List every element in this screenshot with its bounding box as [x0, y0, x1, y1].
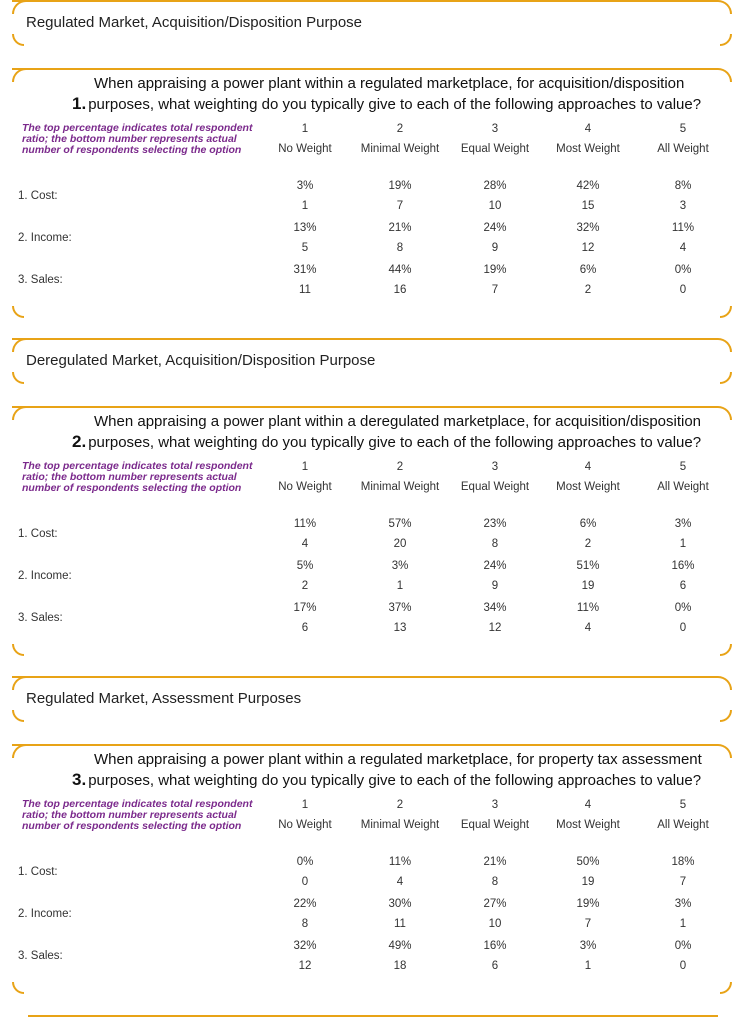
percentage-cell: 5% — [296, 560, 314, 572]
percentage-cell: 11% — [576, 602, 600, 614]
column-label: All Weight — [657, 819, 709, 831]
count-cell: 12 — [298, 960, 312, 972]
count-cell: 8 — [491, 876, 499, 888]
count-cell: 1 — [396, 580, 404, 592]
column-number: 5 — [679, 461, 687, 473]
column-header — [633, 799, 733, 831]
column-label: Most Weight — [556, 819, 620, 831]
percentage-cell: 28% — [483, 180, 507, 192]
legend-note: The top percentage indicates total respondent ratio; the bottom number represents actual number of respondents selecting the option — [22, 460, 253, 494]
percentage-cell: 16% — [671, 560, 695, 572]
column-header — [255, 461, 355, 493]
count-cell: 4 — [584, 622, 592, 634]
count-cell: 8 — [301, 918, 309, 930]
percentage-cell: 16% — [483, 940, 507, 952]
percentage-cell: 21% — [388, 222, 412, 234]
column-header — [255, 123, 355, 155]
percentage-cell: 0% — [674, 602, 692, 614]
section-title-frame — [12, 338, 732, 384]
section-title-frame — [12, 676, 732, 722]
column-label: Equal Weight — [460, 481, 530, 493]
percentage-cell: 37% — [388, 602, 412, 614]
count-cell: 1 — [679, 538, 687, 550]
percentage-cell: 0% — [296, 856, 314, 868]
count-cell: 20 — [393, 538, 407, 550]
column-number: 1 — [301, 123, 309, 135]
frame-corner-bottom-right — [720, 982, 732, 994]
section-title: Regulated Market, Acquisition/Disposition Purpose — [26, 14, 363, 31]
question-text — [32, 750, 722, 791]
question-line-2-text: purposes, what weighting do you typically give to each of the following approaches to value? — [88, 434, 702, 451]
frame-corner-bottom-left — [12, 710, 24, 722]
percentage-cell: 51% — [576, 560, 600, 572]
column-header — [255, 799, 355, 831]
percentage-cell: 3% — [579, 940, 597, 952]
column-number: 4 — [584, 799, 592, 811]
bottom-divider — [28, 1015, 718, 1017]
percentage-cell: 0% — [674, 264, 692, 276]
percentage-cell: 3% — [674, 898, 692, 910]
column-header — [445, 461, 545, 493]
percentage-cell: 17% — [293, 602, 317, 614]
percentage-cell: 19% — [388, 180, 412, 192]
row-label: 3. Sales: — [18, 274, 63, 286]
percentage-cell: 6% — [579, 264, 597, 276]
column-number: 3 — [491, 461, 499, 473]
row-label: 2. Income: — [18, 232, 72, 244]
frame-corner-bottom-left — [12, 644, 24, 656]
count-cell: 0 — [679, 622, 687, 634]
count-cell: 10 — [488, 918, 502, 930]
column-number: 3 — [491, 799, 499, 811]
row-label: 1. Cost: — [18, 190, 58, 202]
column-label: Minimal Weight — [360, 481, 440, 493]
count-cell: 18 — [393, 960, 407, 972]
count-cell: 11 — [299, 284, 311, 296]
question-line-2-text: purposes, what weighting do you typically give to each of the following approaches to value? — [88, 772, 702, 789]
column-number: 2 — [396, 123, 404, 135]
count-cell: 11 — [394, 918, 406, 930]
question-line-2 — [32, 770, 722, 791]
count-cell: 0 — [301, 876, 309, 888]
row-label: 1. Cost: — [18, 866, 58, 878]
percentage-cell: 30% — [388, 898, 412, 910]
count-cell: 9 — [491, 580, 499, 592]
frame-corner-bottom-left — [12, 306, 24, 318]
percentage-cell: 11% — [671, 222, 695, 234]
count-cell: 19 — [581, 580, 595, 592]
count-cell: 2 — [584, 538, 592, 550]
percentage-cell: 32% — [576, 222, 600, 234]
count-cell: 6 — [491, 960, 499, 972]
percentage-cell: 3% — [674, 518, 692, 530]
frame-top-border — [12, 338, 732, 352]
column-header — [350, 799, 450, 831]
count-cell: 12 — [581, 242, 595, 254]
column-header — [633, 123, 733, 155]
percentage-cell: 22% — [293, 898, 317, 910]
percentage-cell: 42% — [576, 180, 600, 192]
frame-corner-bottom-left — [12, 372, 24, 384]
section-title: Deregulated Market, Acquisition/Disposition Purpose — [26, 352, 376, 369]
percentage-cell: 19% — [483, 264, 507, 276]
column-header — [538, 799, 638, 831]
count-cell: 1 — [584, 960, 592, 972]
column-label: Equal Weight — [460, 819, 530, 831]
percentage-cell: 32% — [293, 940, 317, 952]
column-label: No Weight — [278, 143, 332, 155]
column-header — [350, 123, 450, 155]
percentage-cell: 8% — [674, 180, 692, 192]
column-number: 2 — [396, 799, 404, 811]
count-cell: 4 — [396, 876, 404, 888]
question-line-2 — [32, 432, 722, 453]
question-frame — [12, 406, 732, 656]
percentage-cell: 34% — [483, 602, 507, 614]
frame-corner-bottom-left — [12, 982, 24, 994]
percentage-cell: 50% — [576, 856, 600, 868]
count-cell: 16 — [393, 284, 407, 296]
percentage-cell: 19% — [576, 898, 600, 910]
count-cell: 4 — [301, 538, 309, 550]
count-cell: 5 — [301, 242, 309, 254]
percentage-cell: 49% — [388, 940, 412, 952]
question-frame — [12, 68, 732, 318]
row-label: 3. Sales: — [18, 950, 63, 962]
column-label: All Weight — [657, 143, 709, 155]
section-title: Regulated Market, Assessment Purposes — [26, 690, 302, 707]
count-cell: 7 — [584, 918, 592, 930]
column-label: Most Weight — [556, 481, 620, 493]
count-cell: 12 — [488, 622, 502, 634]
column-header — [538, 123, 638, 155]
count-cell: 7 — [396, 200, 404, 212]
percentage-cell: 44% — [388, 264, 412, 276]
count-cell: 7 — [491, 284, 499, 296]
column-label: Minimal Weight — [360, 143, 440, 155]
column-number: 5 — [679, 799, 687, 811]
count-cell: 2 — [584, 284, 592, 296]
column-header — [633, 461, 733, 493]
count-cell: 13 — [393, 622, 407, 634]
count-cell: 8 — [396, 242, 404, 254]
percentage-cell: 13% — [293, 222, 317, 234]
column-label: Minimal Weight — [360, 819, 440, 831]
column-number: 5 — [679, 123, 687, 135]
percentage-cell: 18% — [671, 856, 695, 868]
column-number: 3 — [491, 123, 499, 135]
column-label: Most Weight — [556, 143, 620, 155]
count-cell: 7 — [679, 876, 687, 888]
percentage-cell: 23% — [483, 518, 507, 530]
count-cell: 15 — [581, 200, 595, 212]
question-line-1: When appraising a power plant within a regulated marketplace, for acquisition/disposition — [94, 75, 685, 92]
column-number: 2 — [396, 461, 404, 473]
count-cell: 0 — [679, 284, 687, 296]
frame-corner-bottom-right — [720, 710, 732, 722]
percentage-cell: 11% — [388, 856, 412, 868]
legend-note: The top percentage indicates total respondent ratio; the bottom number represents actual number of respondents selecting the option — [22, 122, 253, 156]
count-cell: 1 — [301, 200, 309, 212]
question-number: 2. — [72, 432, 87, 451]
count-cell: 9 — [491, 242, 499, 254]
row-label: 2. Income: — [18, 908, 72, 920]
count-cell: 4 — [679, 242, 687, 254]
count-cell: 19 — [581, 876, 595, 888]
column-label: All Weight — [657, 481, 709, 493]
question-frame — [12, 744, 732, 994]
percentage-cell: 27% — [483, 898, 507, 910]
column-label: Equal Weight — [460, 143, 530, 155]
frame-top-border — [12, 676, 732, 690]
row-label: 2. Income: — [18, 570, 72, 582]
question-line-2-text: purposes, what weighting do you typically give to each of the following approaches to value? — [88, 96, 702, 113]
question-line-1: When appraising a power plant within a deregulated marketplace, for acquisition/disposition — [94, 413, 702, 430]
column-number: 4 — [584, 123, 592, 135]
frame-corner-bottom-left — [12, 34, 24, 46]
question-line-1: When appraising a power plant within a regulated marketplace, for property tax assessment — [94, 751, 702, 768]
question-text — [32, 74, 722, 115]
column-header — [445, 123, 545, 155]
column-header — [350, 461, 450, 493]
frame-corner-bottom-right — [720, 306, 732, 318]
column-label: No Weight — [278, 481, 332, 493]
question-number: 3. — [72, 770, 87, 789]
count-cell: 3 — [679, 200, 687, 212]
question-text — [32, 412, 722, 453]
percentage-cell: 6% — [579, 518, 597, 530]
row-label: 3. Sales: — [18, 612, 63, 624]
percentage-cell: 31% — [293, 264, 317, 276]
row-label: 1. Cost: — [18, 528, 58, 540]
frame-corner-bottom-right — [720, 372, 732, 384]
percentage-cell: 3% — [296, 180, 314, 192]
percentage-cell: 24% — [483, 560, 507, 572]
count-cell: 10 — [488, 200, 502, 212]
section-title-frame — [12, 0, 732, 46]
column-label: No Weight — [278, 819, 332, 831]
percentage-cell: 24% — [483, 222, 507, 234]
count-cell: 0 — [679, 960, 687, 972]
count-cell: 2 — [301, 580, 309, 592]
column-number: 1 — [301, 461, 309, 473]
legend-note: The top percentage indicates total respondent ratio; the bottom number represents actual number of respondents selecting the option — [22, 798, 253, 832]
column-header — [538, 461, 638, 493]
count-cell: 6 — [301, 622, 309, 634]
percentage-cell: 21% — [483, 856, 507, 868]
frame-corner-bottom-right — [720, 644, 732, 656]
question-number: 1. — [72, 94, 87, 113]
percentage-cell: 11% — [293, 518, 317, 530]
column-header — [445, 799, 545, 831]
percentage-cell: 0% — [674, 940, 692, 952]
column-number: 1 — [301, 799, 309, 811]
count-cell: 6 — [679, 580, 687, 592]
count-cell: 1 — [679, 918, 687, 930]
frame-corner-bottom-right — [720, 34, 732, 46]
frame-top-border — [12, 0, 732, 14]
percentage-cell: 57% — [388, 518, 412, 530]
column-number: 4 — [584, 461, 592, 473]
question-line-2 — [32, 94, 722, 115]
count-cell: 8 — [491, 538, 499, 550]
percentage-cell: 3% — [391, 560, 409, 572]
